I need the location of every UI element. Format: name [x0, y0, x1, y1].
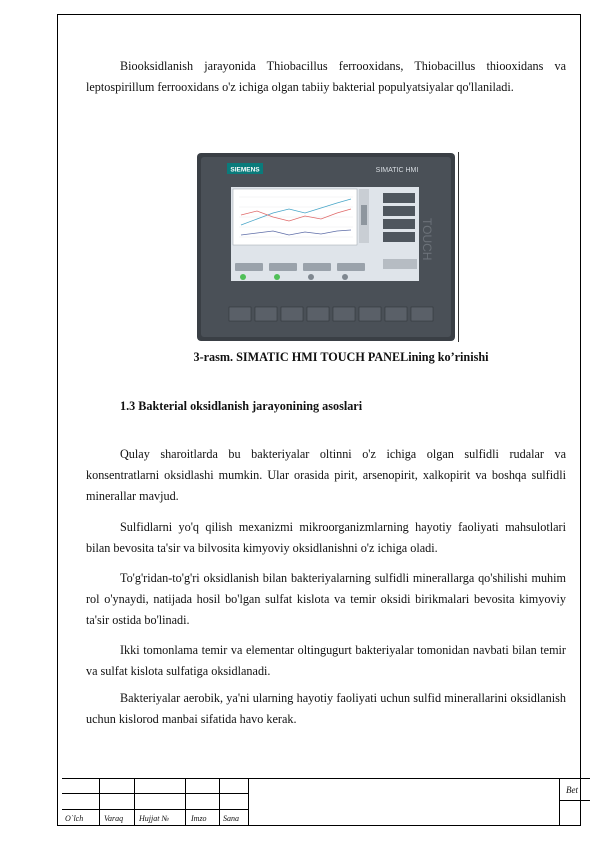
title-block — [62, 778, 590, 825]
paragraph-3: Sulfidlarni yo'q qilish mexanizmi mikroorganizmlarning hayotiy faoliyati mahsulotlari bilan bevosita ta'sir va bilvosita kimyoviy oksidlanishni o'z ichiga oladi. — [86, 520, 566, 555]
section-heading: 1.3 Bakterial oksidlanish jarayonining asoslari — [120, 399, 363, 413]
figure-border-line — [458, 152, 459, 342]
paragraph-4: To'g'ridan-to'g'ri oksidlanish bilan bakteriyalarning sulfidli minerallarga qo'shilishi muhim rol o'ynaydi, natijada hosil bo'lgan sulfat kislota va temir oksidi birikmalari bevosita kimyoviy ta'sir ostida bo'linadi. — [86, 571, 566, 627]
paragraph-5: Ikki tomonlama temir va elementar oltingugurt bakteriyalar tomonidan navbati bilan temir va sulfat kislota sulfatiga oksidlanadi. — [86, 643, 566, 678]
hmi-panel-image — [197, 153, 455, 341]
label-varaq: Varaq — [104, 814, 124, 823]
paragraph-6: Bakteriyalar aerobik, ya'ni ularning hayotiy faoliyati uchun sulfid minerallarini oksidlanish uchun kislorod manbai sifatida havo kerak. — [86, 691, 566, 726]
label-imzo: Imzo — [191, 814, 207, 823]
label-olch: O`lch — [65, 814, 84, 823]
simatic-hmi-label: SIMATIC HMI — [375, 167, 419, 174]
siemens-logo: SIEMENS — [230, 166, 260, 174]
paragraph-2: Qulay sharoitlarda bu bakteriyalar oltinni o'z ichiga olgan sulfidli rudalar va konsentratlarni oksidlashi mumkin. Ular orasida pirit, arsenopirit, xalkopirit va boshqa sulfidli minerallar mavjud. — [86, 447, 566, 503]
touch-side-label: TOUCH — [420, 218, 434, 261]
label-hujjat: Hujjat № — [139, 814, 169, 823]
label-sana: Sana — [223, 814, 239, 823]
label-bet: Bet — [566, 785, 578, 795]
hmi-panel-figure — [197, 153, 455, 341]
figure-caption: 3-rasm. SIMATIC HMI TOUCH PANELining ko’rinishi — [193, 350, 489, 364]
paragraph-1: Biooksidlanish jarayonida Thiobacillus ferrooxidans, Thiobacillus thiooxidans va leptospirillum ferrooxidans o'z ichiga olgan tabiiy bakterial populyatsiyalar qo'llaniladi. — [86, 59, 566, 94]
